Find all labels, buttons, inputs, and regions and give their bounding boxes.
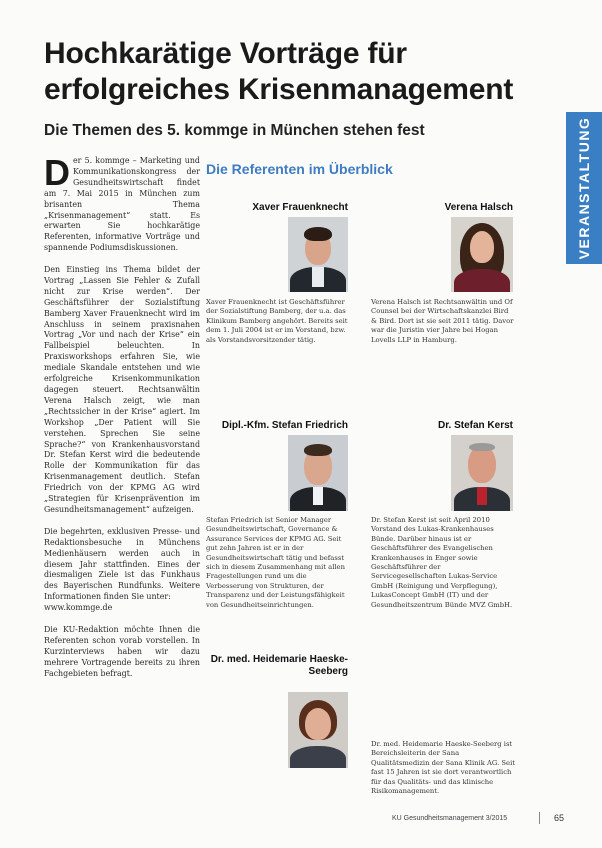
speaker-photo-halsch	[451, 217, 513, 292]
speaker-bio-friedrich: Stefan Friedrich ist Senior Manager Gesundheitswirtschaft, Governance & Assurance Services der KPMG AG. Seit gut zehn Jahren ist er in der Gesundheitswirtschaft tätig und befasst sich in diesem Zusammenhang mit allen Fragestellungen rund um die Verbesserung von Strukturen, der Transparenz und der Leistungsfähigkeit von Gesundheitseinrichtungen.	[206, 516, 345, 609]
speaker-photo-friedrich	[288, 435, 348, 511]
speaker-photo-haeske-seeberg	[288, 692, 348, 768]
section-tab	[566, 112, 602, 264]
section-tab-label: VERANSTALTUNG	[576, 116, 592, 260]
article-subtitle: Die Themen des 5. kommge in München stehen fest	[44, 122, 425, 139]
speaker-photo-kerst	[451, 435, 513, 511]
speaker-bio-frauenknecht: Xaver Frauenknecht ist Geschäftsführer der Sozialstiftung Bamberg, der u.a. das Klinikum Bamberg angehört. Bereits seit dem 1. Juli 2004 ist er im Vorstand, bzw. als Vorstandsvorsitzender tätig.	[206, 298, 348, 344]
website-link[interactable]: www.kommge.de	[44, 603, 113, 613]
speaker-name-frauenknecht: Xaver Frauenknecht	[252, 202, 348, 213]
drop-cap: D	[44, 152, 70, 193]
page-number: 65	[554, 813, 565, 823]
journal-footer: KU Gesundheitsmanagement 3/2015	[392, 815, 508, 822]
article-paragraph-4: Die KU-Redaktion möchte Ihnen die Referenten schon vorab vorstellen. In Kurzinterviews haben wir dazu mehrere Vortragende bereits zu ihren Fachgebieten befragt.	[44, 624, 200, 678]
article-paragraph-2: Den Einstieg ins Thema bildet der Vortrag „Lassen Sie Fehler & Zufall nicht zur Krise werden“. Der Geschäftsführer der Sozialstiftung Bamberg Xaver Frauenknecht wird im Anschluss in seinem praxisnahen Vortrag „Vor und nach der Krise“ ein Fallbeispiel beleuchten. In Praxisworkshops erfahren Sie, wie mediale Skandale entstehen und wie erfolgreiche Krisenkommunikation dagegen steuert. Rechtsanwältin Verena Halsch zeigt, wie man „Rechtssicher in der Krise“ agiert. Im Workshop „Der Patient will Sie verstehen. Sprechen Sie seine Sprache?“ von Krankenhausvorstand Dr. Stefan Kerst wird die bedeutende Rolle der Kommunikation für das Krisenmanagement deutlich. Stefan Friedrich von der KPMG AG wird „Strategien für Krisenprävention im Gesundheitsmanagement“ aufzeigen.	[44, 265, 200, 514]
article-title: Hochkarätige Vorträge für erfolgreiches Krisenmanagement	[44, 37, 514, 106]
speaker-name-halsch: Verena Halsch	[444, 202, 513, 213]
article-body	[44, 152, 200, 690]
speaker-bio-halsch: Verena Halsch ist Rechtsanwältin und Of Counsel bei der Wirtschaftskanzlei Bird & Bird. Dort ist sie seit 2011 tätig. Davor war die Juristin vier Jahre bei Hogan Lovells LLP in Hamburg.	[371, 298, 514, 344]
article-paragraph-1: Der 5. kommge – Marketing und Kommunikationskongress der Gesundheitswirtschaft findet am 7. Mai 2015 in München zum brisanten Thema „Krisenmanagement“ statt. Es erwarten Sie hochkarätige Referenten, informative Vorträge und spannende Podiumsdiskussionen.	[44, 152, 200, 253]
speaker-bio-haeske-seeberg: Dr. med. Heidemarie Haeske-Seeberg ist Bereichsleiterin der Sana Qualitätsmedizin der Sana Klinik AG. Seit fast 15 Jahren ist sie dort verantwortlich für das Qualitäts- und das klinische Risikomanagement.	[371, 740, 515, 796]
article-paragraph-3: Die begehrten, exklusiven Presse- und Redaktionsbesuche in Münchens Medienhäusern werden auch in diesem Jahr stattfinden. Eines der diesmaligen Ziele ist das Funkhaus des Bayerischen Rundfunks. Weitere Informationen finden Sie unter:	[44, 526, 200, 602]
speaker-bio-kerst: Dr. Stefan Kerst ist seit April 2010 Vorstand des Lukas-Krankenhauses Bünde. Darüber hinaus ist er Geschäftsführer des Evangelischen Krankenhauses in Enger sowie Geschäftsführer der Servicegesellschaften Lukas-Service GmbH (Reinigung und Verpflegung), LukasConcept GmbH (IT) und der Gesundheitszentrum Bünde MVZ GmbH.	[371, 516, 513, 609]
speakers-heading: Die Referenten im Überblick	[206, 161, 393, 177]
speaker-photo-frauenknecht	[288, 217, 348, 292]
footer-divider	[539, 812, 540, 824]
speaker-name-haeske-seeberg: Dr. med. Heidemarie Haeske-Seeberg	[210, 654, 348, 677]
speaker-name-friedrich: Dipl.-Kfm. Stefan Friedrich	[221, 420, 348, 431]
speaker-name-kerst: Dr. Stefan Kerst	[437, 420, 513, 431]
